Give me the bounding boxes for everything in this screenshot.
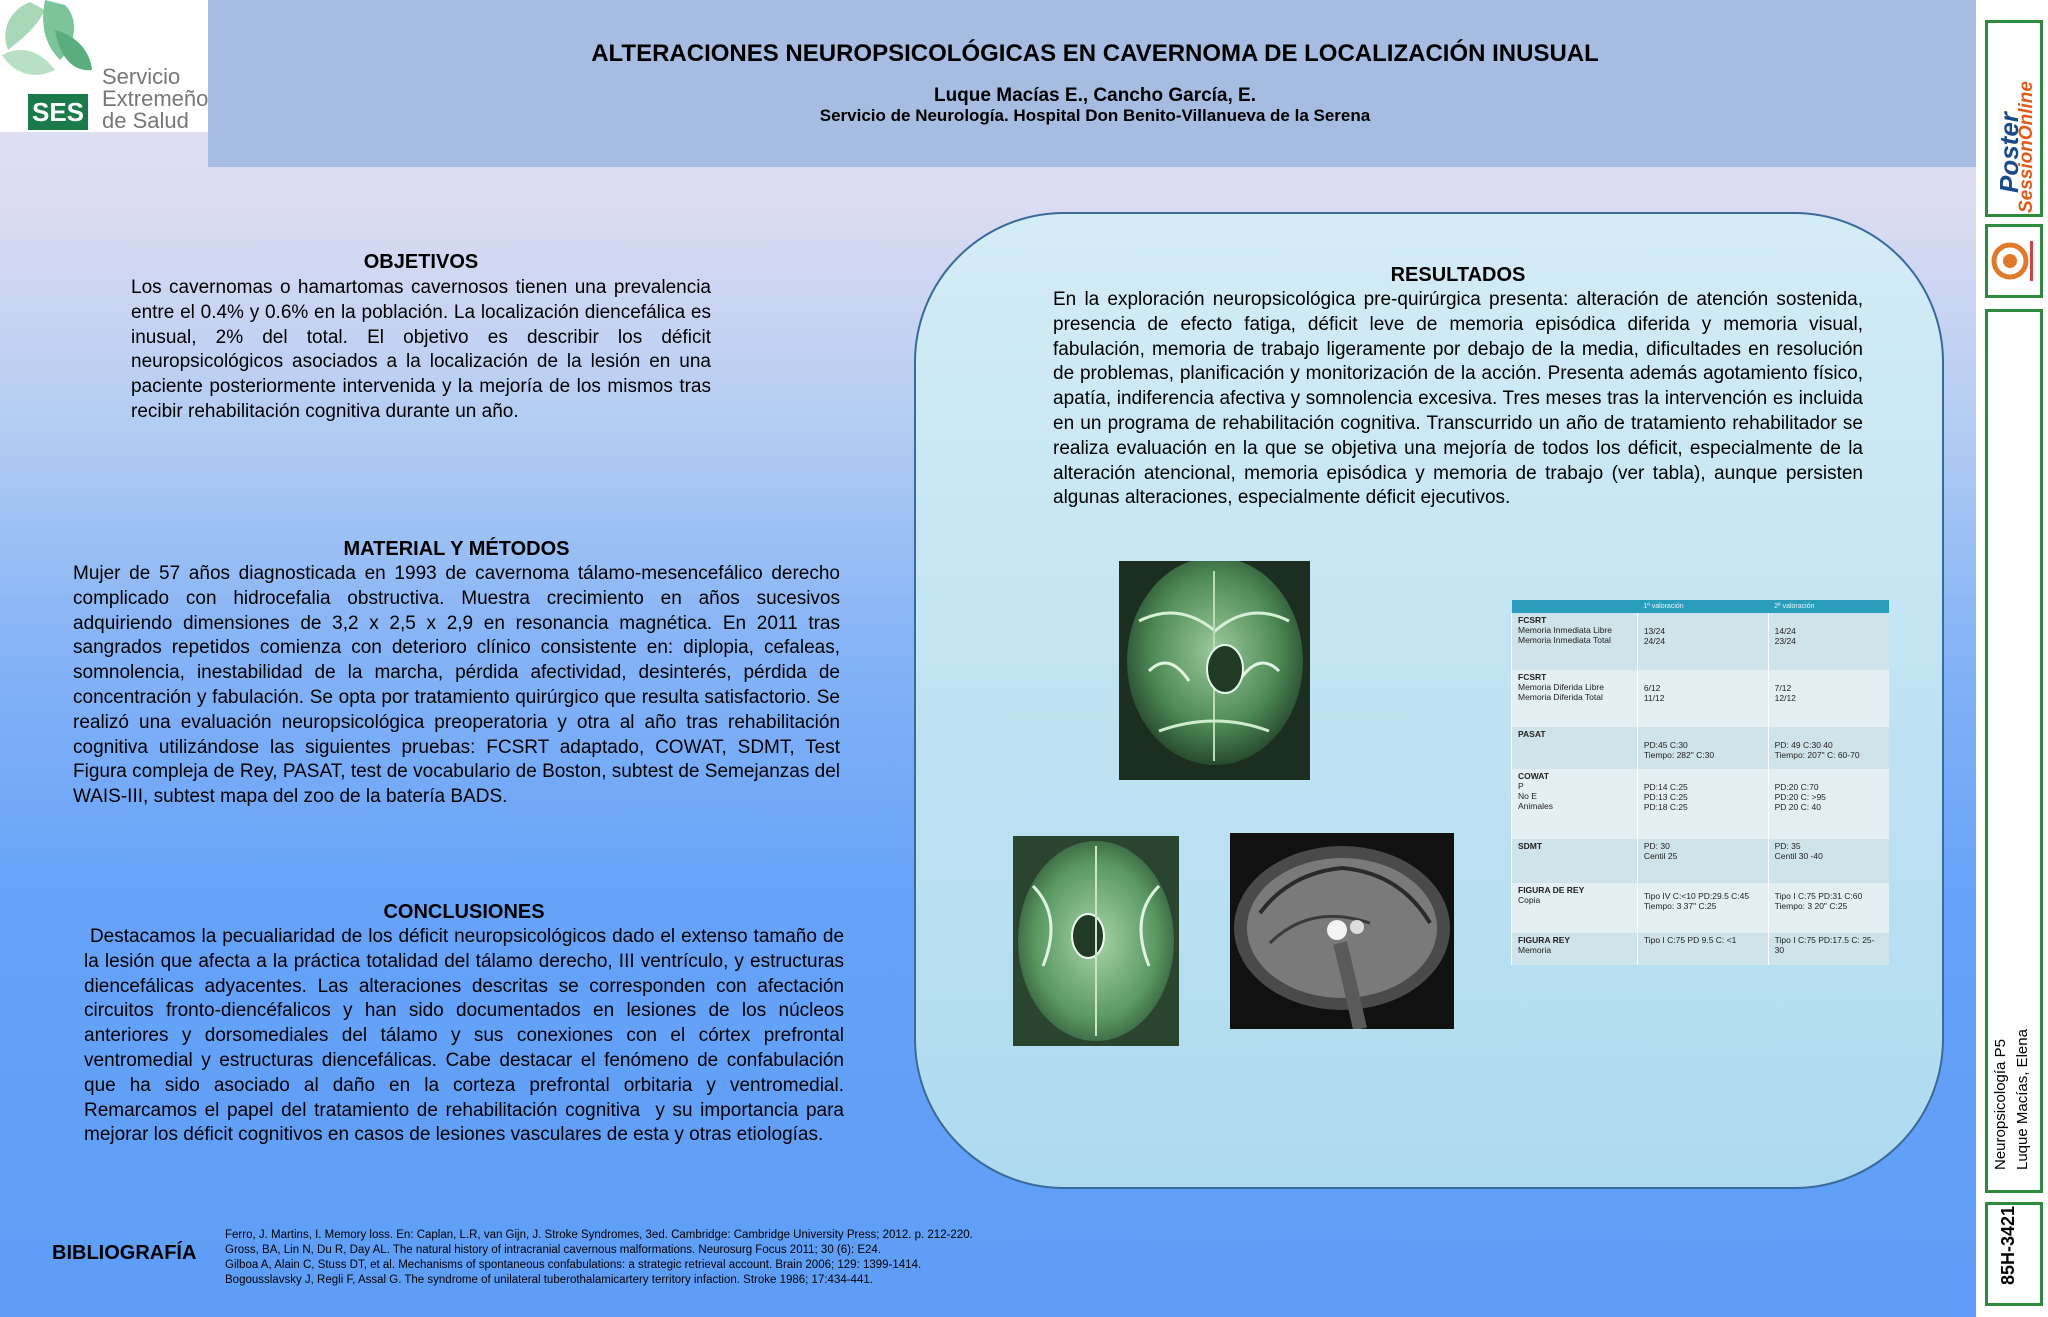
logo-line-3: de Salud bbox=[102, 108, 189, 133]
table-row bbox=[1512, 727, 1890, 769]
mri-axial-image bbox=[1013, 836, 1179, 1046]
brand-poster: Poster bbox=[1994, 112, 2024, 193]
table-cell: PD:14 C:25 PD:13 C:25 PD:18 C:25 bbox=[1637, 769, 1768, 839]
test-items: Memoria bbox=[1518, 945, 1552, 955]
table-cell: PD: 49 C:30 40 Tiempo: 207" C: 60-70 bbox=[1768, 727, 1889, 769]
table-header-cell: 2ª valoración bbox=[1768, 600, 1889, 613]
mri-sagittal-image bbox=[1230, 833, 1454, 1029]
reference-item: Ferro, J. Martins, I. Memory loss. En: Caplan, L.R, van Gijn, J. Stroke Syndromes, 3ed. Cambridge: Cambridge University Press; 2012. p. 212-220. bbox=[225, 1229, 973, 1241]
table-cell: Tipo I C:75 PD:17.5 C: 25-30 bbox=[1768, 933, 1889, 965]
table-cell: Tipo IV C:<10 PD:29.5 C:45 Tiempo: 3 37" C:25 bbox=[1637, 883, 1768, 933]
objetivos-title: OBJETIVOS bbox=[363, 251, 479, 273]
table-cell: Tipo I C:75 PD:31 C:60 Tiempo: 3 20" C:25 bbox=[1768, 883, 1889, 933]
table-cell: PD:20 C:70 PD:20 C: >95 PD 20 C: 40 bbox=[1768, 769, 1889, 839]
bibliografia-list bbox=[225, 1228, 973, 1288]
table-cell: 6/12 11/12 bbox=[1637, 670, 1768, 727]
sidebar bbox=[1976, 0, 2048, 1317]
test-items: Memoria Diferida Libre Memoria Diferida Total bbox=[1518, 682, 1604, 702]
logo-line-1: Servicio bbox=[102, 64, 181, 89]
poster-code: 85H-3421 bbox=[1998, 1205, 2018, 1285]
reference-item: Bogousslavsky J, Regli F, Assal G. The syndrome of unilateral tuberothalamicartery territory infaction. Stroke 1986; 17:434-441. bbox=[225, 1274, 873, 1286]
bibliografia-title: BIBLIOGRAFÍA bbox=[52, 1242, 197, 1264]
resultados-title: RESULTADOS bbox=[1390, 264, 1526, 286]
reference-item: Gilboa A, Alain C, Stuss DT, et al. Mechanisms of spontaneous confabulations: a strategic retrieval account. Brain 2006; 129: 1399-1414. bbox=[225, 1259, 922, 1271]
test-label: SDMT bbox=[1518, 841, 1543, 851]
table-header-cell bbox=[1512, 600, 1638, 613]
poster-code-box bbox=[1985, 1202, 2043, 1306]
session-info-box bbox=[1985, 309, 2043, 1193]
objetivos-body: Los cavernomas o hamartomas cavernosos tienen una prevalencia entre el 0.4% y 0.6% en la población. La localización diencefálica es inusual, 2% del total. El objetivo es describir los déficit neuropsicológicos asociados a la localización de la lesión en una paciente posteriormente intervenida y la mejoría de los mismos tras recibir rehabilitación cognitiva durante un año. bbox=[131, 277, 711, 422]
brain-sagittal-icon bbox=[1230, 833, 1454, 1029]
test-items: Memoria Inmediata Libre Memoria Inmediata Total bbox=[1518, 625, 1613, 645]
table-row bbox=[1512, 839, 1890, 883]
table-cell bbox=[1512, 933, 1638, 965]
table-cell: PD: 30 Centil 25 bbox=[1637, 839, 1768, 883]
table-cell: PD:45 C:30 Tiempo: 282" C:30 bbox=[1637, 727, 1768, 769]
table-cell: Tipo I C:75 PD 9.5 C: <1 bbox=[1637, 933, 1768, 965]
table-row bbox=[1512, 670, 1890, 727]
logo-abbr: SES bbox=[28, 94, 88, 130]
table-row bbox=[1512, 769, 1890, 839]
table-cell bbox=[1512, 883, 1638, 933]
conclusiones-title: CONCLUSIONES bbox=[383, 901, 545, 923]
table-cell bbox=[1512, 727, 1638, 769]
table-row bbox=[1512, 613, 1890, 670]
table-row bbox=[1512, 933, 1890, 965]
table-row bbox=[1512, 883, 1890, 933]
test-items: Copia bbox=[1518, 895, 1541, 905]
brain-coronal-icon bbox=[1119, 561, 1310, 780]
material-body: Mujer de 57 años diagnosticada en 1993 de cavernoma tálamo-mesencefálico derecho complicado con hidrocefalia obstructiva. Muestra crecimiento en años sucesivos adquiriendo dimensiones de 3,2 x 2,5 x 2,9 en resonancia magnética. En 2011 tras sangrados repetidos comienza con deterioro clínico consistente en: diplopia, cefaleas, somnolencia, inestabilidad de la marcha, pérdida afectividad, desinterés, pérdida de concentración y fabulación. Se opta por tratamiento quirúrgico que resulta satisfactorio. Se realizó una evaluación neuropsicológica preoperatoria y otra al año tras rehabilitación cognitiva utilizándose las siguientes pruebas: FCSRT adaptado, COWAT, SDMT, Test Figura compleja de Rey, PASAT, test de vocabulario de Boston, subtest de Semejanzas del WAIS-III, subtest mapa del zoo de la batería BADS. bbox=[73, 563, 840, 808]
results-table bbox=[1511, 600, 1889, 965]
ses-logo bbox=[0, 0, 208, 132]
mri-coronal-image bbox=[1119, 561, 1310, 780]
authors: Luque Macías E., Cancho García, E. bbox=[933, 85, 1257, 106]
test-label: FCSRT bbox=[1518, 672, 1547, 682]
table-cell: 14/24 23/24 bbox=[1768, 613, 1889, 670]
logo-text bbox=[102, 66, 208, 132]
table-cell bbox=[1512, 613, 1638, 670]
header-band bbox=[208, 0, 1976, 167]
brain-axial-icon bbox=[1013, 836, 1179, 1046]
reference-item: Gross, BA, Lin N, Du R, Day AL. The natural history of intracranial cavernous malformations. Neurosurg Focus 2011; 30 (6): E24. bbox=[225, 1244, 882, 1256]
table-cell: PD: 35 Centil 30 -40 bbox=[1768, 839, 1889, 883]
table-cell: 7/12 12/12 bbox=[1768, 670, 1889, 727]
society-emblem-icon bbox=[1988, 227, 2040, 295]
leaf-icon bbox=[0, 0, 100, 100]
table-cell: 13/24 24/24 bbox=[1637, 613, 1768, 670]
test-items: P No E Animales bbox=[1518, 781, 1553, 811]
conclusiones-body: Destacamos la pecualiaridad de los déficit neuropsicológicos dado el extenso tamaño de la lesión que afecta a la práctica totalidad del tálamo derecho, III ventrículo, y estructuras diencefálicas adyacentes. Las alteraciones descritas se corresponden con afectación circuitos fronto-diencéfalicos y han sido documentados en lesiones de los núcleos anteriores y dorsomediales del tálamo y sus conexiones con el córtex prefrontal ventromedial y estructuras diencefálicas. Cabe destacar el fenómeno de confabulación que ha sido asociado al daño en la corteza prefrontal orbitaria y ventromedial. Remarcamos el papel del tratamiento de rehabilitación cognitiva y su importancia para mejorar los déficit cognitivos en casos de lesiones vasculares de esta y otras etiologías. bbox=[84, 926, 855, 1146]
table-header-cell: 1ª valoración bbox=[1637, 600, 1768, 613]
test-label: FCSRT bbox=[1518, 615, 1547, 625]
test-label: COWAT bbox=[1518, 771, 1550, 781]
society-logo[interactable] bbox=[1985, 224, 2043, 298]
postersession-logo[interactable] bbox=[1985, 20, 2043, 217]
table-cell bbox=[1512, 839, 1638, 883]
material-title: MATERIAL Y MÉTODOS bbox=[343, 538, 570, 560]
table-header-row bbox=[1512, 600, 1890, 613]
poster-title: ALTERACIONES NEUROPSICOLÓGICAS EN CAVERNOMA DE LOCALIZACIÓN INUSUAL bbox=[591, 40, 1599, 67]
session-label: Neuropsicología P5 bbox=[1992, 1039, 2009, 1170]
author-label: Luque Macías, Elena bbox=[2014, 1029, 2031, 1170]
resultados-body: En la exploración neuropsicológica pre-quirúrgica presenta: alteración de atención sostenida, presencia de efecto fatiga, déficit leve de memoria episódica diferida y memoria visual, fabulación, memoria de trabajo ligeramente por debajo de la media, dificultades en resolución de problemas, planificación y monitorización de la acción. Presenta además agotamiento físico, apatía, indiferencia afectiva y somnolencia excesiva. Tres meses tras la intervención es incluida en un programa de rehabilitación cognitiva. Transcurrido un año de tratamiento rehabilitador se realiza evaluación en la que se objetiva una mejoría de todos los déficit, especialmente de la alteración atencional, memoria episódica y memoria de trabajo (ver tabla), aunque persisten algunas alteraciones, especialmente déficit ejecutivos. bbox=[1053, 289, 1863, 509]
logo-line-2: Extremeño bbox=[102, 86, 209, 111]
brand-session: SessionOnline bbox=[2016, 81, 2037, 213]
test-label: FIGURA REY bbox=[1518, 935, 1571, 945]
test-label: PASAT bbox=[1518, 729, 1546, 739]
table-cell bbox=[1512, 670, 1638, 727]
test-label: FIGURA DE REY bbox=[1518, 885, 1585, 895]
table-cell bbox=[1512, 769, 1638, 839]
affiliation: Servicio de Neurología. Hospital Don Benito-Villanueva de la Serena bbox=[819, 106, 1371, 125]
